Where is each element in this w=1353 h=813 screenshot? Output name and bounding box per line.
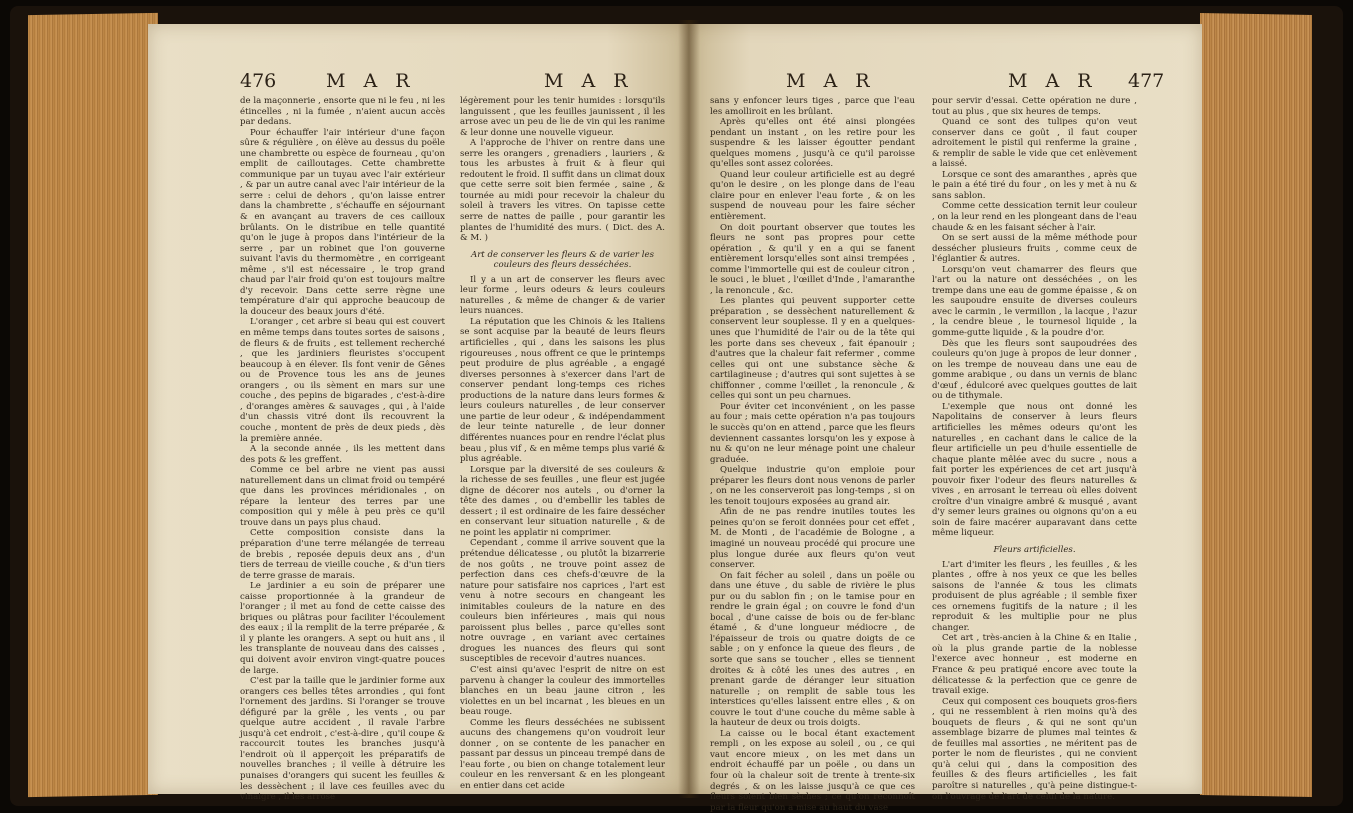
left-running-head-2: M A R <box>544 70 634 92</box>
right-page-column-1 <box>710 96 915 813</box>
paragraph: Après qu'elles ont été ainsi plongées pendant un instant , on les retire pour les suspendre & les laisser égoutter pendant quelques momens , jusqu'à ce qu'il paroisse qu'elles sont assez colorées. <box>710 117 915 170</box>
paragraph: L'exemple que nous ont donné les Napolitains de conserver à leurs fleurs artificielles les mêmes odeurs qu'ont les naturelles , en cachant dans le calice de la fleur artificielle un peu d'huile essentielle de chaque plante mêlée avec du sucre , nous a fait porter les expériences de cet art jusqu'à pouvoir fixer l'odeur des fleurs naturelles & vives , en arrosant le terreau où elles doivent croître d'un vinaigre ambré & musqué , avant d'y semer leurs graines ou oignons qu'on a eu soin de faire macérer auparavant dans cette même liqueur. <box>932 401 1137 539</box>
right-page-edges <box>1200 13 1312 797</box>
paragraph: pour servir d'essai. Cette opération ne dure , tout au plus , que six heures de temps. <box>932 96 1137 117</box>
left-page-column-1 <box>240 96 445 803</box>
paragraph: Cet art , très-ancien à la Chine & en Italie , où la plus grande partie de la noblesse l'exerce avec honneur , est moderne en France & peu pratiqué encore avec toute la délicatesse & la perfection que ce genre de travail exige. <box>932 633 1137 697</box>
right-page <box>688 24 1202 813</box>
paragraph: L'art d'imiter les fleurs , les feuilles , & les plantes , offre à nos yeux ce que les belles saisons de l'année & tous les climats produisent de plus agréable ; il semble fixer ces ornemens fugitifs de la nature ; il les reproduit & les multiplie pour ne plus changer. <box>932 559 1137 633</box>
paragraph: Lorsqu'on veut chamarrer des fleurs que l'art ou la nature ont desséchées , on les trempe dans une eau de gomme épaisse , & on les saupoudre ensuite de diverses couleurs avec le carmin , le vermillon , la lacque , l'azur , la cendre bleue , le tournesol liquide , la gomme-gutte liquide , & la poudre d'or. <box>932 264 1137 339</box>
paragraph: Comme ce bel arbre ne vient pas aussi naturellement dans un climat froid ou tempéré que dans les provinces méridionales , on répare la lenteur des terres par une composition qui y mêle à peu près ce qu'il trouve dans un pays plus chaud. <box>240 465 445 528</box>
paragraph: On doit pourtant observer que toutes les fleurs ne sont pas propres pour cette opération , & qu'il y en a qui se fanent entièrement lorsqu'elles sont ainsi trempées , comme l'immortelle qui est de couleur citron , le souci , le bluet , l'œillet d'Inde , l'amaranthe , la renoncule , &c. <box>710 222 915 296</box>
paragraph: Cependant , comme il arrive souvent que la prétendue délicatesse , ou plutôt la bizarrerie de nos goûts , ne trouve point assez de perfection dans ces chefs-d'œuvre de la nature pour satisfaire nos caprices , l'art est venu à notre secours en changeant les inimitables couleurs de la nature en des couleurs bien inférieures , mais qui nous paroissent plus belles , parce qu'elles sont notre ouvrage , en variant avec certaines drogues les nuances des fleurs qui sont susceptibles de recevoir d'autres nuances. <box>460 538 665 665</box>
left-page-column-2 <box>460 96 665 791</box>
paragraph: On fait fécher au soleil , dans un poële ou dans une étuve , du sable de rivière le plus pur ou du sablon fin ; on le tamise pour en rendre le grain égal ; on couvre le fond d'un bocal , d'une caisse de bois ou de fer-blanc étamé , & d'une longueur médiocre , de l'épaisseur de trois ou quatre doigts de ce sable ; on y enfonce la queue des fleurs , de sorte que sans se toucher , elles se tiennent droites & à côté les unes des autres , en prenant garde de déranger leur situation naturelle ; on remplit de sable tous les interstices qu'elles laissent entre elles , & on couvre le tout d'une couche du même sable à la hauteur de deux ou trois doigts. <box>710 570 915 729</box>
paragraph: sans y enfoncer leurs tiges , parce que l'eau les amolliroit en les brûlant. <box>710 96 915 117</box>
right-running-head-2: M A R <box>1008 70 1098 92</box>
paragraph: Pour échauffer l'air intérieur d'une façon sûre & régulière , on élève au dessus du poële une chambrette ou espèce de fourneau , qu'on emplit de cailloutages. Cette chambrette communique par un tuyau avec l'air extérieur , & par un autre canal avec l'air intérieur de la serre : celui de dehors , qu'on laisse entrer dans la chambrette , s'échauffe en séjournant & en avançant au travers de ces cailloux brûlants. On le distribue en telle quantité qu'on le juge à propos dans l'intérieur de la serre , par un robinet que l'on gouverne suivant l'avis du thermomètre , en corrigeant même , s'il est nécessaire , le trop grand chaud par l'air froid qu'on est toujours maître d'y recevoir. Dans cette serre règne une température d'air qui approche beaucoup de la douceur des beaux jours d'été. <box>240 127 445 317</box>
paragraph: légèrement pour les tenir humides : lorsqu'ils languissent , que les feuilles jaunissent , il les arrose avec un peu de lie de vin qui les ranime & leur donne une nouvelle vigueur. <box>460 96 665 138</box>
paragraph: Ceux qui composent ces bouquets gros-fiers , qui ne ressemblent à rien moins qu'à des bouquets de fleurs , & qui ne sont qu'un assemblage bizarre de plumes mal teintes & de feuilles mal assorties , ne méritent pas de porter le nom de fleuristes , qui ne convient qu'à celui qui , dans la composition des feuilles & des fleurs artificielles , les fait paroître si naturelles , qu'à peine distingue-t-on l'ouvrage de l'art de celui de la nature. <box>932 696 1137 802</box>
section-heading: Art de conserver les fleurs & de varier les couleurs des fleurs desséchées. <box>470 249 654 271</box>
paragraph: La caisse ou le bocal étant exactement rempli , on les expose au soleil , ou , ce qui vaut encore mieux , on les met dans un endroit échauffé par un poële , ou dans un four où la chaleur soit de trente à trente-six degrés , & on les laisse jusqu'à ce que ces fleurs soient bien sèches ; ce qu'on reconnoît par la fleur qu'on a mise au haut du vase <box>710 728 915 813</box>
left-page <box>148 24 688 803</box>
paragraph: Quand leur couleur artificielle est au degré qu'on le desire , on les plonge dans de l'eau claire pour en enlever l'eau forte , & on les suspend de nouveau pour les faire sécher entièrement. <box>710 169 915 223</box>
right-page-column-2 <box>932 96 1137 802</box>
paragraph: C'est par la taille que le jardinier forme aux orangers ces belles têtes arrondies , qui font l'ornement des jardins. Si l'oranger se trouve défiguré par la grêle , les vents , ou par quelque autre accident , il ravale l'arbre jusqu'à cet endroit , c'est-à-dire , qu'il coupe & raccourcit toutes les branches jusqu'à l'endroit où il apperçoit les préparatifs de nouvelles branches ; il veille à détruire les punaises d'orangers qui sucent les feuilles & les dessèchent ; il lave ces feuilles avec du vinaigre , il les arrose <box>240 676 445 803</box>
paragraph: La réputation que les Chinois & les Italiens se sont acquise par la beauté de leurs fleurs artificielles , qui , dans les saisons les plus rigoureuses , nous offrent ce que le printemps peut produire de plus agréable , a engagé diverses personnes à s'exercer dans l'art de conserver pendant long-temps ces riches productions de la nature dans leurs formes & leurs couleurs naturelles , de leur conserver une partie de leur odeur , & indépendamment de leur teinte naturelle , de leur donner différentes nuances pour en rendre l'éclat plus beau , plus vif , & en même temps plus varié & plus agréable. <box>460 316 665 465</box>
paragraph: C'est ainsi qu'avec l'esprit de nitre on est parvenu à changer la couleur des immortelles blanches en un beau jaune citron , les violettes en un bel incarnat , les bleues en un beau rouge. <box>460 664 665 718</box>
paragraph: Dès que les fleurs sont saupoudrées des couleurs qu'on juge à propos de leur donner , on les trempe de nouveau dans une eau de gomme arabique , ou dans un vernis de blanc d'œuf , édulcoré avec quelques gouttes de lait ou de tithymale. <box>932 338 1137 402</box>
right-running-head-1: M A R <box>786 70 876 92</box>
paragraph: Comme cette dessication ternit leur couleur , on la leur rend en les plongeant dans de l'eau chaude & en les faisant sécher à l'air. <box>932 201 1137 233</box>
left-running-head-1: M A R <box>326 70 416 92</box>
paragraph: Il y a un art de conserver les fleurs avec leur forme , leurs odeurs & leurs couleurs naturelles , & même de changer & de varier leurs nuances. <box>460 274 665 317</box>
section-heading: Fleurs artificielles. <box>993 544 1076 555</box>
paragraph: A l'approche de l'hiver on rentre dans une serre les orangers , grenadiers , lauriers , & tous les arbustes à fruit & à fleur qui redoutent le froid. Il suffit dans un climat doux que cette serre soit bien fermée , saine , & tournée au midi pour recevoir la chaleur du soleil à travers les vitres. On tapisse cette serre de nattes de paille , pour garantir les plantes de l'humidité des murs. ( Dict. des A. & M. ) <box>460 138 665 244</box>
paragraph: Pour éviter cet inconvénient , on les passe au four ; mais cette opération n'a pas toujours le succès qu'on en attend , parce que les fleurs deviennent cassantes lorsqu'on les y expose à nu & qu'on ne leur ménage point une chaleur graduée. <box>710 401 915 465</box>
paragraph: Cette composition consiste dans la préparation d'une terre mélangée de terreau de brebis , reposée depuis deux ans , d'un tiers de terreau de vieille couche , & d'un tiers de terre grasse de marais. <box>240 528 445 581</box>
book-gutter <box>678 20 700 798</box>
right-page-number: 477 <box>1128 70 1165 92</box>
paragraph: Les plantes qui peuvent supporter cette préparation , se dessèchent naturellement & conservent leur souplesse. Il y en a quelques-unes que l'humidité de l'air ou de la tête qui les porte dans ses cheveux , fait épanouir ; d'autres que la chaleur fait refermer , comme celles qui ont une substance sèche & cartilagineuse ; d'autres qui sont sujettes à se chiffonner , comme l'œillet , la renoncule , & celles qui sont un peu charnues. <box>710 296 915 402</box>
paragraph: A la seconde année , ils les mettent dans des pots & les greffent. <box>240 444 445 465</box>
paragraph: Le jardinier a eu soin de préparer une caisse proportionnée à la grandeur de l'oranger ; il met au fond de cette caisse des briques ou plâtras pour faciliter l'écoulement des eaux ; il la remplit de la terre préparée , & il y plante les orangers. A sept ou huit ans , il les transplante de nouveau dans des caisses , qui doivent avoir environ vingt-quatre pouces de large. <box>240 581 445 676</box>
paragraph: Comme les fleurs desséchées ne subissent aucuns des changemens qu'on voudroit leur donner , on se contente de les panacher en passant par dessus un pinceau trempé dans de l'eau forte , ou bien on change totalement leur couleur en les renversant & en les plongeant en entier dans cet acide <box>460 717 665 791</box>
paragraph: Lorsque ce sont des amaranthes , après que le pain a été tiré du four , on les y met à nu & sans sablon. <box>932 169 1137 201</box>
paragraph: On se sert aussi de la même méthode pour dessécher plusieurs fruits , comme ceux de l'églantier & autres. <box>932 233 1137 265</box>
left-page-edges <box>28 13 158 797</box>
left-page-number: 476 <box>240 70 277 92</box>
paragraph: de la maçonnerie , ensorte que ni le feu , ni les étincelles , ni la fumée , n'aient aucun accès par dedans. <box>240 96 445 128</box>
paragraph: Lorsque par la diversité de ses couleurs & la richesse de ses feuilles , une fleur est jugée digne de décorer nos autels , ou d'orner la tête des dames , ou d'embellir les tables de dessert ; il est ordinaire de les faire dessécher en conservant leur situation naturelle , & de ne point les applatir ni comprimer. <box>460 464 665 538</box>
paragraph: Quelque industrie qu'on emploie pour préparer les fleurs dont nous venons de parler , on ne les conserveroit pas long-temps , si on les tenoit toujours exposées au grand air. <box>710 465 915 507</box>
paragraph: L'oranger , cet arbre si beau qui est couvert en même temps dans toutes sortes de saisons , de fleurs & de fruits , est tellement recherché , que les jardiniers fleuristes s'occupent beaucoup à en élever. Ils font venir de Gênes ou de Provence tous les ans de jeunes orangers , ou ils sèment en mars sur une couche , des pepins de bigarades , c'est-à-dire , d'oranges amères & sauvages , qui , à l'aide d'un chassis vitré dont ils recouvrent la couche , montent de près de deux pieds , dès la première année. <box>240 317 445 444</box>
paragraph: Quand ce sont des tulipes qu'on veut conserver dans ce goût , il faut couper adroitement le pistil qui renferme la graine , & remplir de sable le vide que cet enlèvement a laissé. <box>932 117 1137 170</box>
paragraph: Afin de ne pas rendre inutiles toutes les peines qu'on se feroit données pour cet effet , M. de Monti , de l'académie de Bologne , a imaginé un nouveau procédé qui procure une plus longue durée aux fleurs qu'on veut conserver. <box>710 507 915 571</box>
